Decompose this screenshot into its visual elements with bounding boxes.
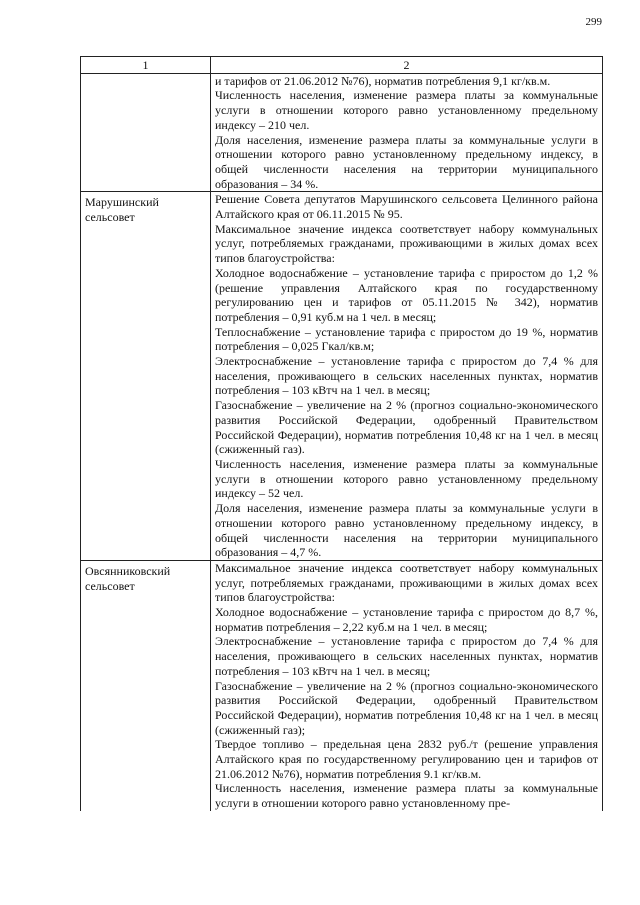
content-paragraph: Холодное водоснабжение – установление тарифа с приростом до 8,7 %, норматив потребления – 2,22 куб.м на 1 чел. в месяц; — [215, 605, 598, 634]
content-paragraph: Численность населения, изменение размера платы за коммунальные услуги в отношении которого равно установленному предельному индексу – 210 чел. — [215, 88, 598, 132]
content-paragraph: Холодное водоснабжение – установление тарифа с приростом до 1,2 % (решение управления Алтайского края по государственному регулированию цен и тарифов от 05.11.2015 № 342), норматив потребления – 0,91 куб.м на 1 чел. в месяц; — [215, 265, 598, 324]
content-paragraph: Численность населения, изменение размера платы за коммунальные услуги в отношении которого равно установленному предельному индексу – 52 чел. — [215, 456, 598, 501]
content-paragraph: Твердое топливо – предельная цена 2832 руб./т (решение управления Алтайского края по государственному регулированию цен и тарифов от 21.06.2012 №76), норматив потребления 9.1 кг/кв.м. — [215, 737, 598, 781]
content-paragraph: Максимальное значение индекса соответствует набору коммунальных услуг, потребляемых гражданами, проживающими в жилых домах всех типов благоустройства: — [215, 560, 598, 605]
row-content — [211, 192, 603, 561]
municipality-name — [81, 73, 211, 192]
table-row — [81, 73, 603, 192]
table-row — [81, 560, 603, 810]
content-paragraph: Теплоснабжение – установление тарифа с приростом до 19 %, норматив потребления – 0,025 Гкал/кв.м; — [215, 324, 598, 354]
content-paragraph: Доля населения, изменение размера платы за коммунальные услуги в отношении которого равно установленному предельному индексу, в общей численности населения на территории муниципального образования – 34 %. — [215, 132, 598, 191]
content-paragraph: Газоснабжение – увеличение на 2 % (прогноз социально-экономического развития Российской Федерации, одобренный Правительством Российской Федерации), норматив потребления 10,48 кг на 1 чел. в месяц (сжиженный газ). — [215, 398, 598, 457]
document-table — [80, 56, 603, 811]
content-paragraph: Численность населения, изменение размера платы за коммунальные услуги в отношении которого равно установленному пре- — [215, 781, 598, 811]
table-header — [81, 57, 603, 74]
table-body — [81, 73, 603, 811]
content-paragraph: Электроснабжение – установление тарифа с приростом до 7,4 % для населения, проживающего в сельских населенных пунктах, норматив потребления – 103 кВтч на 1 чел. в месяц; — [215, 354, 598, 398]
page-number: 299 — [585, 16, 602, 28]
municipality-name: Овсянниковский сельсовет — [81, 560, 211, 810]
column-header-1: 1 — [81, 57, 211, 74]
municipality-name: Марушинский сельсовет — [81, 192, 211, 561]
content-paragraph: Доля населения, изменение размера платы за коммунальные услуги в отношении которого равно установленному предельному индексу, в общей численности населения на территории муниципального образования – 4,7 %. — [215, 501, 598, 560]
content-paragraph: Решение Совета депутатов Марушинского сельсовета Целинного района Алтайского края от 06.11.2015 № 95. — [215, 192, 598, 222]
content-paragraph: и тарифов от 21.06.2012 №76), норматив потребления 9,1 кг/кв.м. — [215, 73, 551, 88]
table-row — [81, 192, 603, 561]
row-content — [211, 73, 603, 192]
content-paragraph: Максимальное значение индекса соответствует набору коммунальных услуг, потребляемых гражданами, проживающими в жилых домах всех типов благоустройства: — [215, 221, 598, 266]
content-paragraph: Газоснабжение – увеличение на 2 % (прогноз социально-экономического развития Российской Федерации, одобренный Правительством Российской Федерации), норматив потребления 10,48 кг на 1 чел. в месяц (сжиженный газ); — [215, 678, 598, 737]
header-row — [81, 57, 603, 74]
content-paragraph: Электроснабжение – установление тарифа с приростом до 7,4 % для населения, проживающего в сельских населенных пунктах, норматив потребления – 103 кВтч на 1 чел. в месяц; — [215, 634, 598, 678]
column-header-2: 2 — [211, 57, 603, 74]
row-content — [211, 560, 603, 810]
